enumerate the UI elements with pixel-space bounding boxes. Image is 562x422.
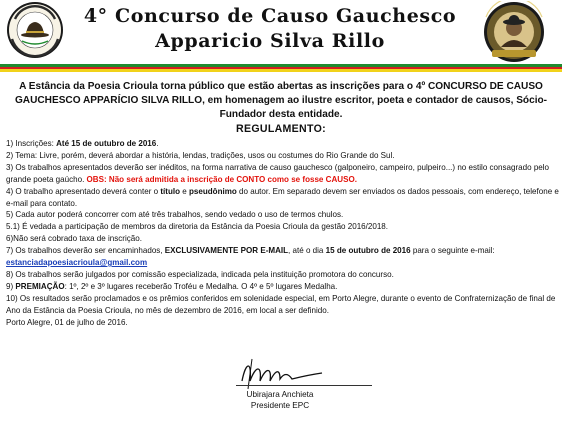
rule-text: 7) Os trabalhos deverão ser encaminhados, [6,246,165,256]
rule-item-6: 6)Não será cobrado taxa de inscrição. [6,234,142,244]
page-title-line-2: Apparicio Silva Rillo [155,30,385,52]
signer-name: Ubirajara Anchieta [246,390,314,399]
rule-text: para o seguinte e-mail: [410,246,495,256]
signer-role: Presidente EPC [250,401,310,410]
rule-item-1 [6,138,560,150]
rule-text: do autor. Em separado devem ser enviados os dados pessoais, com endereço, telefone e e-mail para contato. [6,186,559,208]
rule-text: 9) [6,281,16,291]
date-line: Porto Alegre, 01 de julho de 2016. [6,317,128,327]
rule-text: , até o dia [288,246,326,256]
rule-item-5: 5) Cada autor poderá concorrer com até três trabalhos, sendo vedado o uso de termos chulos. [6,210,344,220]
deadline-text: 15 de outubro de 2016 [325,246,411,256]
rule-text: e [180,186,189,196]
rule-item-4 [6,186,560,210]
rule-text: . [156,139,159,148]
gaucho-hat-emblem-icon [2,1,68,59]
emphasis-text: título [160,186,181,196]
rule-text: 3) Os trabalhos apresentados deverão ser inéditos, na forma narrativa de causo gauchesco (galponeiro, campeiro, pulpeiro...) no estilo consagrado pelo grande poeta gaúcho. [6,162,550,184]
emphasis-text: pseudônimo [188,186,237,196]
page-title-line-1: 4° Concurso de Causo Gauchesco [83,5,457,27]
rule-text: 4) O trabalho apresentado deverá conter o [6,186,161,196]
emphasis-text: PREMIAÇÃO [15,281,65,291]
rule-text: 1) Inscrições: [6,139,57,148]
signer-block [200,389,360,411]
signature-line [236,385,372,386]
rule-warning: OBS: Não será admitida a inscrição de CONTO como se fosse CAUSO. [86,174,357,184]
rule-item-10: 10) Os resultados serão proclamados e os prêmios conferidos em solenidade especial, em Porto Alegre, durante o evento de Confraternização de final de Ano da Estância da Poesia Crioula, no mês de dezembro de 2016, em local a ser definido. [6,293,556,315]
email-link[interactable]: estanciadapoesiacrioula@gmail.com [6,258,148,268]
deadline-text: Até 15 de outubro de 2016 [56,139,157,148]
page-header [0,0,562,62]
rule-item-9 [6,281,560,293]
rule-item-7 [6,245,560,269]
rule-item-8: 8) Os trabalhos serão julgados por comissão especializada, indicada pela instituição promotora do concurso. [6,269,394,279]
rules-list [6,138,560,329]
emphasis-text: EXCLUSIVAMENTE POR E-MAIL [164,246,289,256]
rule-item-2: 2) Tema: Livre, porém, deverá abordar a história, lendas, tradições, usos ou costumes do Rio Grande do Sul. [6,150,395,160]
rule-item-3 [6,162,560,186]
rule-text: : 1º, 2º e 3º lugares receberão Troféu e Medalha. O 4º e 5º lugares Medalha. [64,281,338,291]
portrait-badge-icon [468,1,560,63]
rule-item-5-1: 5.1) É vedada a participação de membros da diretoria da Estância da Poesia Crioula da gestão 2016/2018. [6,222,389,232]
regulamento-heading: REGULAMENTO: [236,123,326,135]
intro-paragraph: A Estância da Poesia Crioula torna público que estão abertas as inscrições para o 4º CONCURSO DE CAUSO GAUCHESCO APPARÍCIO SILVA RILLO, em homenagem ao ilustre escritor, poeta e contador de causos, Sócio-Fundador desta entidade. [14,81,548,120]
flag-stripe [0,64,562,72]
